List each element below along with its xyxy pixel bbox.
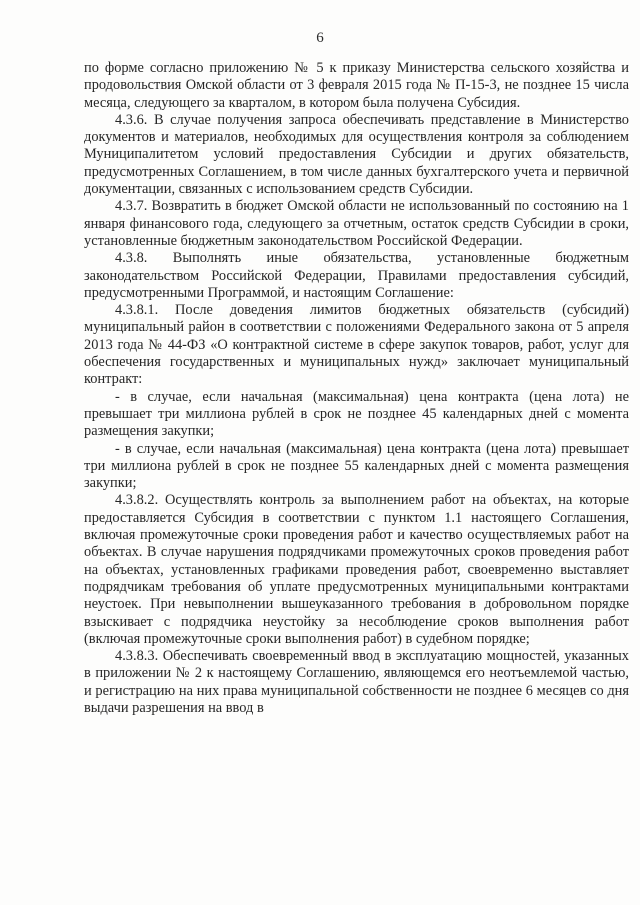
paragraph-4-3-7: 4.3.7. Возвратить в бюджет Омской области не использованный по состоянию на 1 января финансового года, следующего за отчетным, остаток средств Субсидии в сроки, установленные бюджетным законодательством Российской Федерации. xyxy=(84,198,629,249)
paragraph-bullet-55-days: - в случае, если начальная (максимальная) цена контракта (цена лота) превышает три миллиона рублей в срок не позднее 55 календарных дней с момента размещения закупки; xyxy=(84,440,629,492)
paragraph-form-reference: по форме согласно приложению № 5 к приказу Министерства сельского хозяйства и продовольствия Омской области от 3 февраля 2015 года № П-15-3, не позднее 15 числа месяца, следующего за кварталом, в котором была получена Субсидия. xyxy=(84,60,629,111)
page-number: 6 xyxy=(316,30,324,46)
paragraph-bullet-45-days: - в случае, если начальная (максимальная) цена контракта (цена лота) не превышает три миллиона рублей в срок не позднее 45 календарных дней с момента размещения закупки; xyxy=(84,388,629,440)
paragraph-4-3-8-3: 4.3.8.3. Обеспечивать своевременный ввод в эксплуатацию мощностей, указанных в приложении № 2 к настоящему Соглашению, являющемся его неотъемлемой частью, и регистрацию на них права муниципальной собственности не позднее 6 месяцев со дня выдачи разрешения на ввод в xyxy=(84,648,629,716)
document-body xyxy=(84,60,629,717)
paragraph-4-3-8: 4.3.8. Выполнять иные обязательства, установленные бюджетным законодательством Российской Федерации, Правилами предоставления субсидий, предусмотренными Программой, и настоящим Соглашение: xyxy=(84,250,629,301)
paragraph-4-3-6: 4.3.6. В случае получения запроса обеспечивать представление в Министерство документов и материалов, необходимых для осуществления контроля за соблюдением Муниципалитетом условий предоставления Субсидии и других обязательств, предусмотренных Соглашением, в том числе данных бухгалтерского учета и первичной документации, связанных с использованием средств Субсидии. xyxy=(84,111,629,198)
paragraph-4-3-8-1: 4.3.8.1. После доведения лимитов бюджетных обязательств (субсидий) муниципальный район в соответствии с положениями Федерального закона от 5 апреля 2013 года № 44-ФЗ «О контрактной системе в сфере закупок товаров, работ, услуг для обеспечения государственных и муниципальных нужд» заключает муниципальный контракт: xyxy=(84,302,629,388)
paragraph-4-3-8-2: 4.3.8.2. Осуществлять контроль за выполнением работ на объектах, на которые предоставляется Субсидия в соответствии с пунктом 1.1 настоящего Соглашения, включая промежуточные сроки проведения работ и качество осуществляемых работ на объектах. В случае нарушения подрядчиками промежуточных сроков проведения работ на объектах, установленных графиками проведения работ, своевременно выставляет подрядчикам требования об уплате предусмотренных муниципальными контрактами неустоек. При невыполнении вышеуказанного требования в добровольном порядке взыскивает с подрядчика неустойку за несоблюдение сроков выполнения работ (включая промежуточные сроки выполнения работ) в судебном порядке; xyxy=(84,492,629,647)
